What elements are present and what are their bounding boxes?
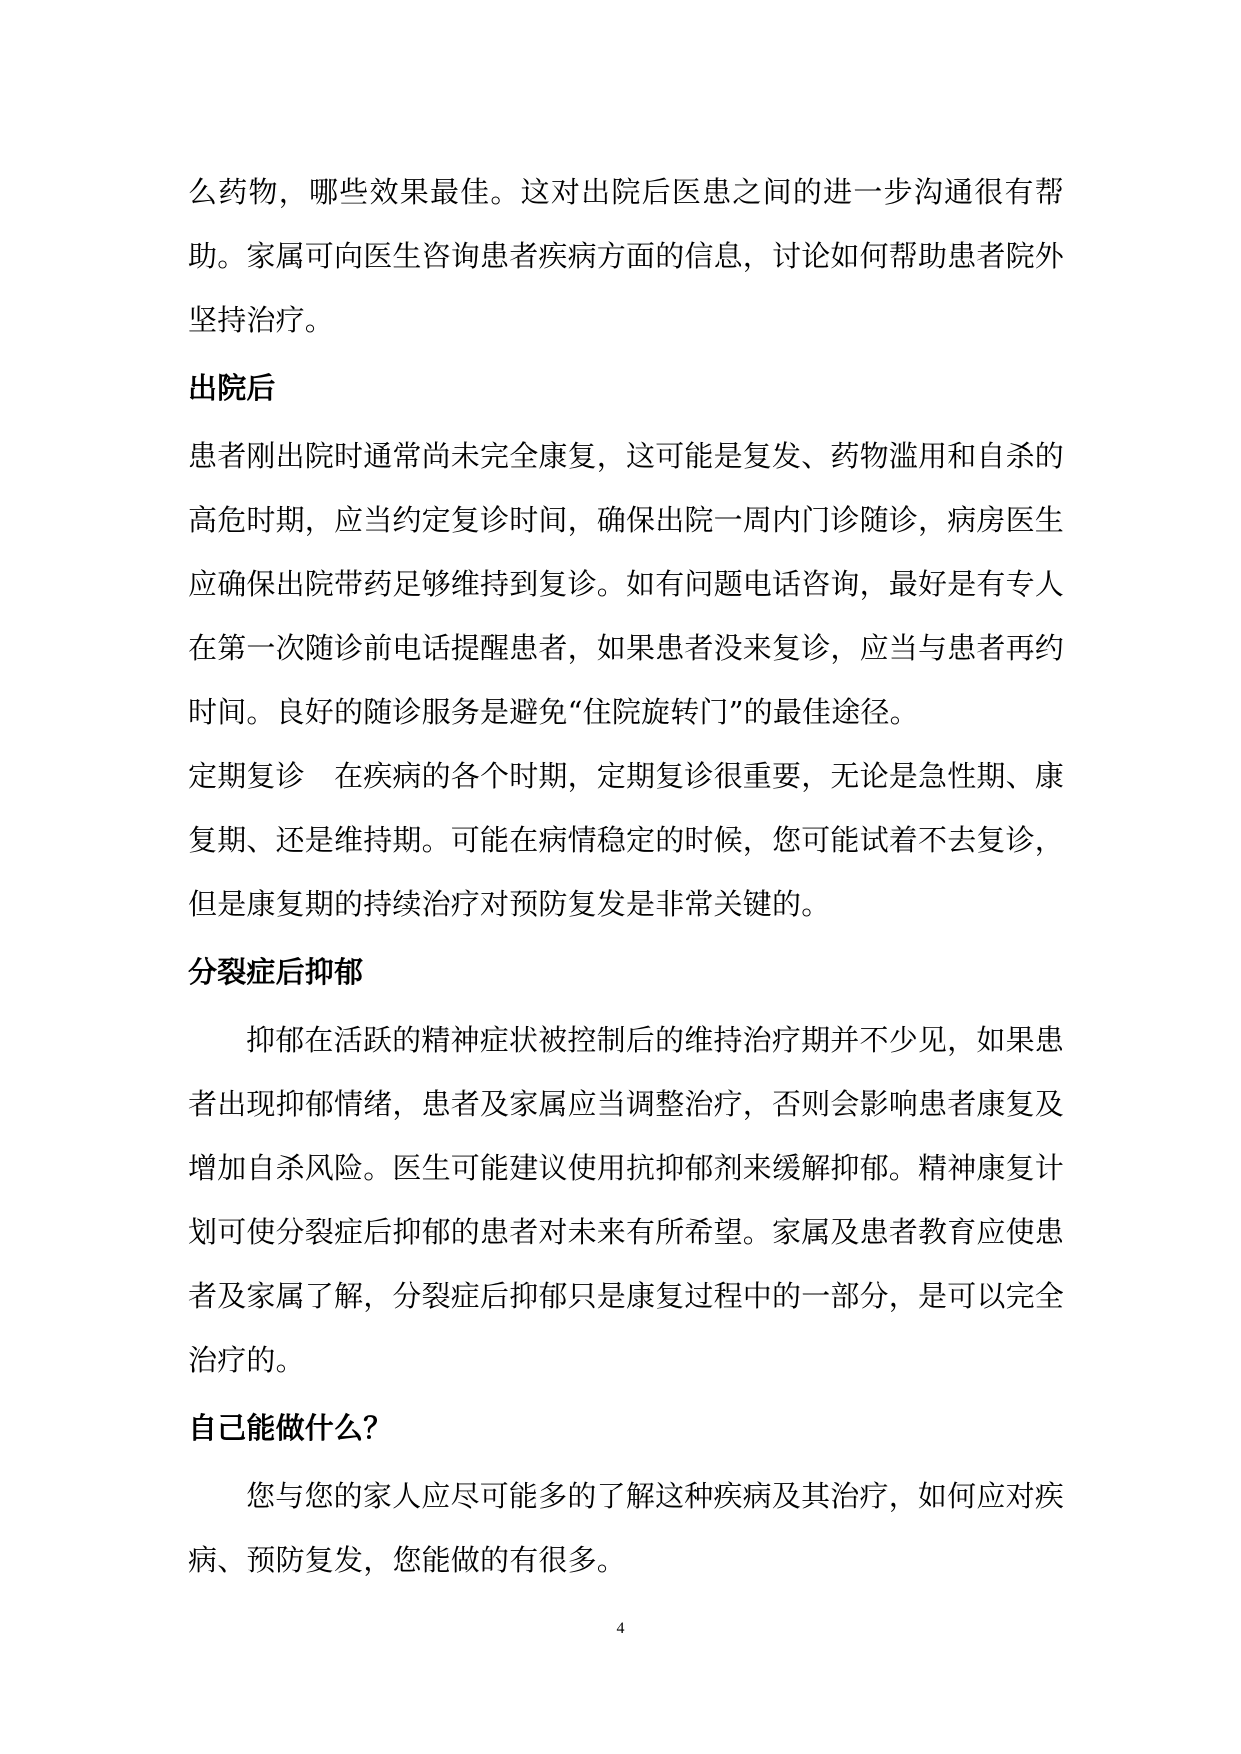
paragraph-medication-info: 么药物，哪些效果最佳。这对出院后医患之间的进一步沟通很有帮助。家属可向医生咨询患者疾病方面的信息，讨论如何帮助患者院外坚持治疗。 — [188, 175, 1065, 337]
paragraph-what-can-i-do: 您与您的家人应尽可能多的了解这种疾病及其治疗，如何应对疾病、预防复发，您能做的有很多。 — [188, 1479, 1064, 1577]
heading-what-can-i-do: 自己能做什么？ — [188, 1411, 393, 1445]
heading-post-schizophrenic-depression: 分裂症后抑郁 — [188, 955, 364, 989]
page-number: 4 — [616, 1620, 625, 1637]
heading-after-discharge: 出院后 — [188, 371, 276, 405]
document-body — [188, 160, 1064, 1592]
paragraph-after-discharge: 患者刚出院时通常尚未完全康复，这可能是复发、药物滥用和自杀的高危时期，应当约定复诊时间，确保出院一周内门诊随诊，病房医生应确保出院带药足够维持到复诊。如有问题电话咨询，最好是有专人在第一次随诊前电话提醒患者，如果患者没来复诊，应当与患者再约时间。良好的随诊服务是避免“住院旋转门”的最佳途径。 — [188, 439, 1065, 729]
paragraph-post-schizophrenic-depression: 抑郁在活跃的精神症状被控制后的维持治疗期并不少见，如果患者出现抑郁情绪，患者及家属应当调整治疗，否则会影响患者康复及增加自杀风险。医生可能建议使用抗抑郁剂来缓解抑郁。精神康复计划可使分裂症后抑郁的患者对未来有所希望。家属及患者教育应使患者及家属了解，分裂症后抑郁只是康复过程中的一部分，是可以完全治疗的。 — [188, 1023, 1065, 1377]
paragraph-regular-followup: 定期复诊 在疾病的各个时期，定期复诊很重要，无论是急性期、康复期、还是维持期。可能在病情稳定的时候，您可能试着不去复诊，但是康复期的持续治疗对预防复发是非常关键的。 — [188, 759, 1065, 921]
